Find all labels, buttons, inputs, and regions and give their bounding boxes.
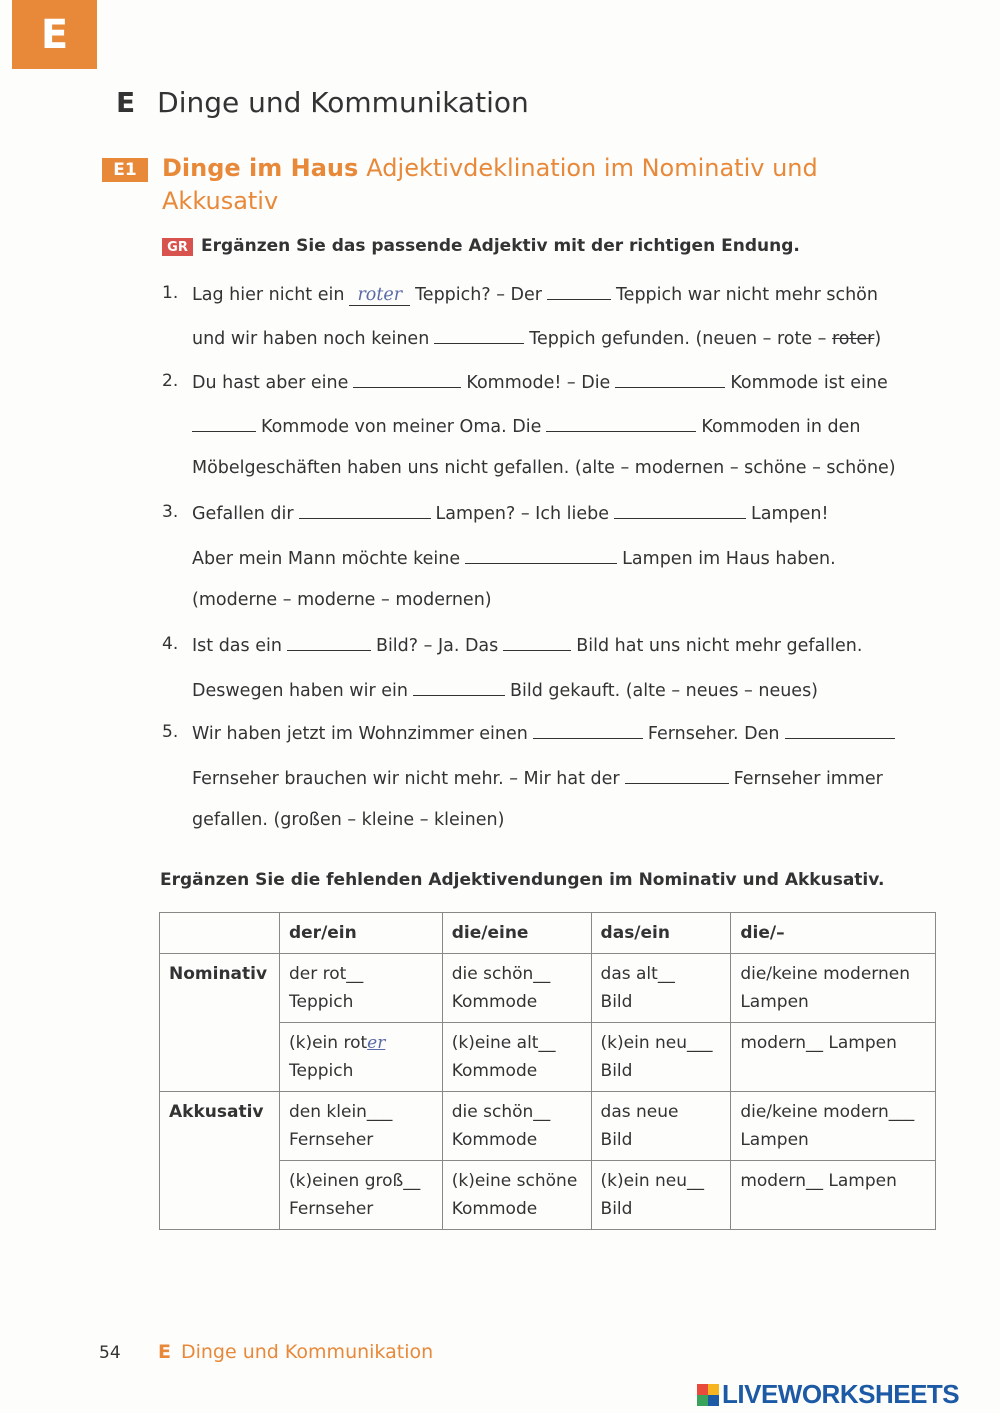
- item-line: Du hast aber eine Kommode! – Die Kommode ist eine: [192, 370, 888, 393]
- chapter-title: Dinge und Kommunikation: [157, 86, 529, 119]
- table-header-row: [160, 913, 936, 954]
- item-line: gefallen. (großen – kleine – kleinen): [192, 810, 505, 830]
- table-cell[interactable]: den klein___ Fernseher: [279, 1092, 442, 1161]
- item-number: 1.: [162, 283, 179, 303]
- item-line: Lag hier nicht ein roter Teppich? – Der Teppich war nicht mehr schön: [192, 282, 878, 305]
- section-badge: E1: [102, 158, 148, 182]
- answer-field[interactable]: [353, 370, 461, 388]
- table-row: [160, 954, 936, 1023]
- exercise2-instruction: Ergänzen Sie die fehlenden Adjektivendungen im Nominativ und Akkusativ.: [160, 870, 885, 890]
- case-label: Akkusativ: [160, 1092, 280, 1230]
- chapter-letter: E: [116, 86, 136, 119]
- answer-field[interactable]: [615, 370, 725, 388]
- case-label: Nominativ: [160, 954, 280, 1092]
- table-cell[interactable]: modern__ Lampen: [731, 1023, 936, 1092]
- item-number: 5.: [162, 722, 179, 742]
- item-number: 4.: [162, 634, 179, 654]
- brand-name: LIVEWORKSHEETS: [722, 1379, 960, 1409]
- item-line: Deswegen haben wir ein Bild gekauft. (alte – neues – neues): [192, 678, 818, 701]
- chapter-heading: [116, 86, 529, 119]
- section-title-bold: Dinge im Haus: [162, 154, 359, 182]
- table-cell: die/keine modernen Lampen: [731, 954, 936, 1023]
- answer-field[interactable]: [434, 326, 524, 344]
- table-cell[interactable]: (k)ein roter Teppich: [279, 1023, 442, 1092]
- table-cell[interactable]: (k)ein neu___ Bild: [591, 1023, 731, 1092]
- liveworksheets-logo: [697, 1379, 959, 1410]
- item-number: 3.: [162, 502, 179, 522]
- answer-field[interactable]: [465, 546, 617, 564]
- table-cell[interactable]: (k)ein neu__ Bild: [591, 1161, 731, 1230]
- table-cell[interactable]: (k)einen groß__ Fernseher: [279, 1161, 442, 1230]
- item-line: Gefallen dir Lampen? – Ich liebe Lampen!: [192, 501, 829, 524]
- answer-field[interactable]: [546, 414, 696, 432]
- answer-field[interactable]: [625, 766, 729, 784]
- item-line: Aber mein Mann möchte keine Lampen im Haus haben.: [192, 546, 836, 569]
- chapter-tab-letter: E: [40, 11, 69, 58]
- chapter-tab: [12, 0, 97, 69]
- item-line: Ist das ein Bild? – Ja. Das Bild hat uns nicht mehr gefallen.: [192, 633, 862, 656]
- answer-field[interactable]: [614, 501, 746, 519]
- table-cell[interactable]: (k)eine alt__ Kommode: [442, 1023, 591, 1092]
- table-cell[interactable]: die/keine modern___ Lampen: [731, 1092, 936, 1161]
- item-line: Möbelgeschäften haben uns nicht gefallen. (alte – modernen – schöne – schöne): [192, 458, 896, 478]
- answer-field[interactable]: [533, 721, 643, 739]
- answer-field[interactable]: [503, 633, 571, 651]
- table-header: die/–: [731, 913, 936, 954]
- page-number: 54: [99, 1343, 121, 1363]
- item-line: Wir haben jetzt im Wohnzimmer einen Fernseher. Den: [192, 721, 900, 744]
- declension-table: [159, 912, 936, 1230]
- table-cell[interactable]: die schön__ Kommode: [442, 954, 591, 1023]
- table-cell[interactable]: modern__ Lampen: [731, 1161, 936, 1230]
- item-number: 2.: [162, 371, 179, 391]
- answer-field[interactable]: roter: [349, 285, 410, 306]
- item-line: und wir haben noch keinen Teppich gefunden. (neuen – rote – roter): [192, 326, 881, 349]
- answer-field[interactable]: [413, 678, 505, 696]
- answer-field[interactable]: [785, 721, 895, 739]
- table-cell: das neue Bild: [591, 1092, 731, 1161]
- handwritten-ending: er: [367, 1033, 386, 1053]
- answer-field[interactable]: [287, 633, 371, 651]
- table-row: [160, 1092, 936, 1161]
- item-line: Fernseher brauchen wir nicht mehr. – Mir hat der Fernseher immer: [192, 766, 883, 789]
- footer-chapter-letter: E: [158, 1341, 171, 1363]
- table-cell[interactable]: das alt__ Bild: [591, 954, 731, 1023]
- exercise1-instruction: Ergänzen Sie das passende Adjektiv mit der richtigen Endung.: [201, 236, 800, 256]
- table-cell: (k)eine schöne Kommode: [442, 1161, 591, 1230]
- table-cell[interactable]: die schön__ Kommode: [442, 1092, 591, 1161]
- footer-chapter: [158, 1341, 433, 1363]
- struck-word: roter: [831, 329, 875, 349]
- table-header: der/ein: [279, 913, 442, 954]
- grammar-badge: GR: [162, 238, 193, 256]
- answer-field[interactable]: [192, 414, 256, 432]
- table-cell[interactable]: der rot__ Teppich: [279, 954, 442, 1023]
- table-header: die/eine: [442, 913, 591, 954]
- answer-field[interactable]: [299, 501, 431, 519]
- section-title: [162, 152, 842, 218]
- footer-chapter-title: Dinge und Kommunikation: [180, 1341, 434, 1363]
- liveworksheets-icon: [697, 1384, 719, 1406]
- answer-field[interactable]: [547, 282, 611, 300]
- item-line: (moderne – moderne – modernen): [192, 590, 492, 610]
- item-line: Kommode von meiner Oma. Die Kommoden in den: [192, 414, 860, 437]
- section-title-rest: Adjektivdeklination im Nominativ und Akkusativ: [162, 154, 818, 215]
- table-header: [160, 913, 280, 954]
- table-header: das/ein: [591, 913, 731, 954]
